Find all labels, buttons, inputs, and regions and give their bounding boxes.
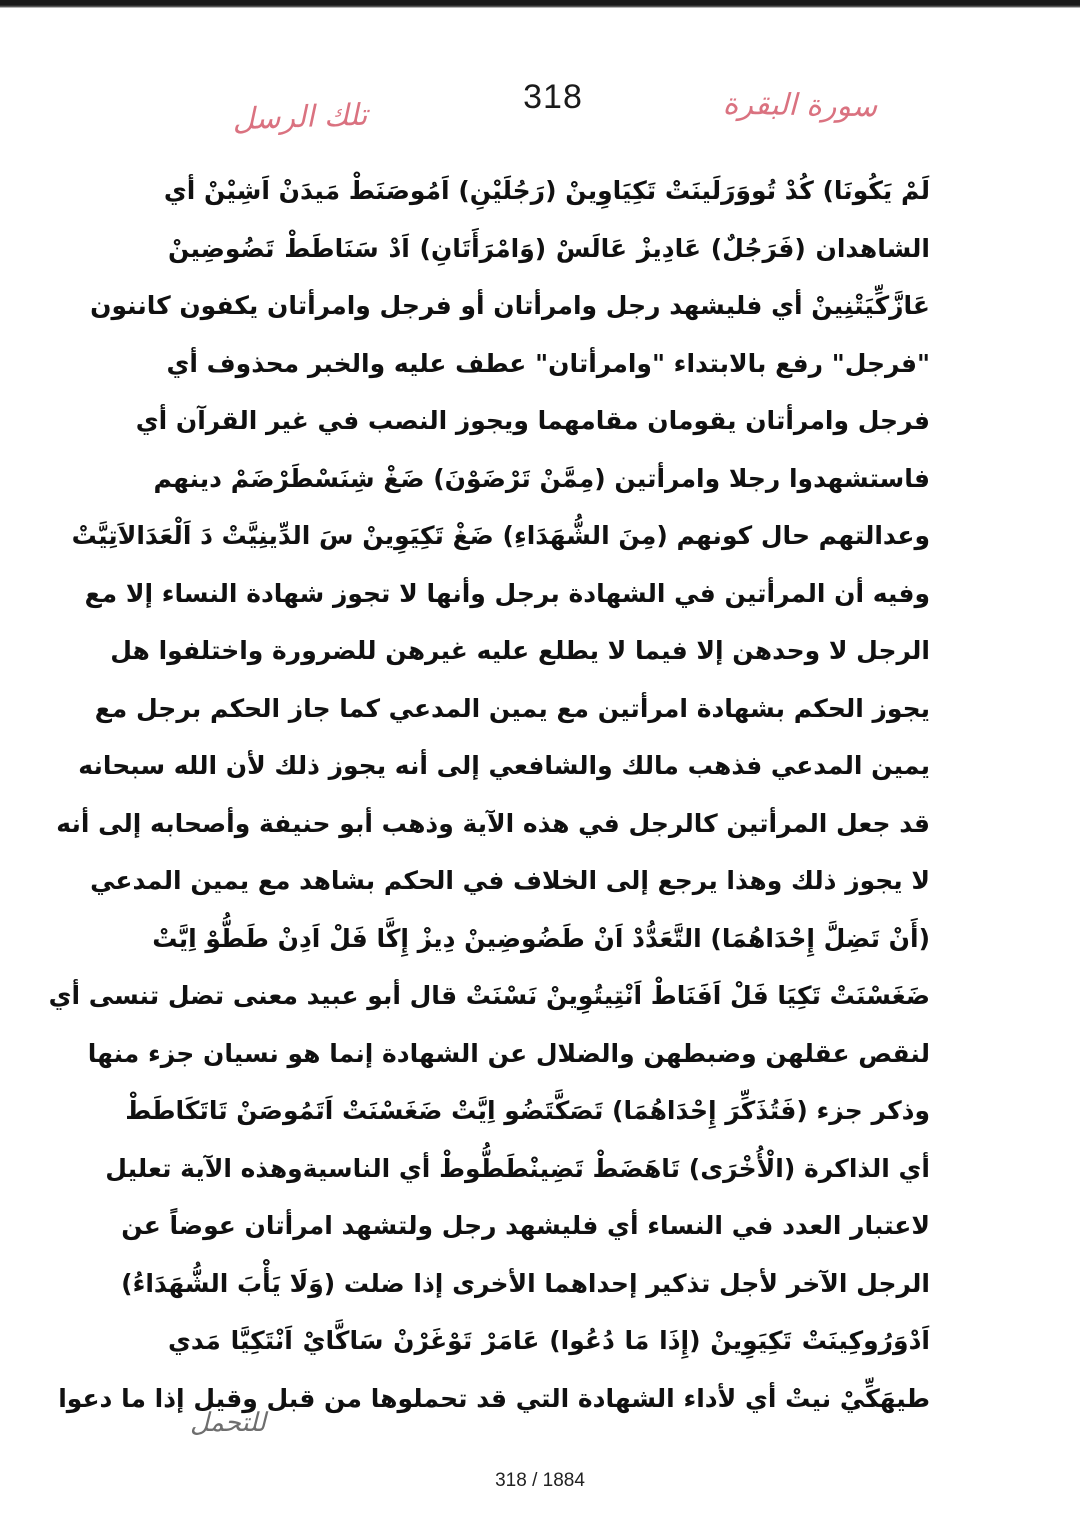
text-line: لنقص عقلهن وضبطهن والضلال عن الشهادة إنما هو نسيان جزء منها	[87, 1038, 930, 1068]
handwritten-footer-note: للتحمل	[190, 1408, 266, 1438]
text-line: وفيه أن المرأتين في الشهادة برجل وأنها لا تجوز شهادة النساء إلا مع	[84, 578, 930, 608]
text-line: لاعتبار العدد في النساء أي فليشهد رجل ولتشهد امرأتان عوضاً عن	[121, 1211, 930, 1240]
text-line: لَمْ يَكُونَا) كُدْ تُووَرَلَينَتْ تَكِيَاوِينْ (رَجُلَيْنِ) اَمُوصَنَطْ مَيدَنْ اَشِيْنْ أي	[163, 176, 930, 205]
page-number: 318	[523, 78, 583, 116]
text-line: اَدْوَرُوكِينَتْ تَكِيَوِينْ (إِذَا مَا دُعُوا) عَامَرْ تَوْغَرْنْ سَاكَّايْ اَنْتَكِيَّا مَدي	[168, 1326, 930, 1355]
text-line: الرجل الآخر لأجل تذكير إحداهما الأخرى إذا ضلت (وَلَا يَأْبَ الشُّهَدَاءُ)	[121, 1268, 930, 1298]
text-line: طيهَكِّيْ نيتْ أي لأداء الشهادة التي قد تحملوها من قبل وقيل إذا ما دعوا	[58, 1383, 930, 1413]
handwritten-header-right: سورة البقرة	[722, 86, 878, 125]
text-line: (أَنْ تَضِلَّ إِحْدَاهُمَا) التَّعَدُّدْ اَنْ طَضُوضِينْ دِيزْ إِكَّا فَلْ اَدِنْ طَطُّوْ اِيَّتْ	[152, 923, 930, 953]
text-line: فاستشهدوا رجلا وامرأتين (مِمَّنْ تَرْضَوْنَ) ضَغْ شِنَسْطَرْضَمْ دينهم	[153, 463, 930, 493]
text-line: فرجل وامرأتان يقومان مقامهما ويجوز النصب في غير القرآن أي	[135, 406, 930, 435]
text-line: أي الذاكرة (الْأُخْرَى) تَاهَضَطْ تَضِينْطَطُّوطْ أي الناسيةوهذه الآية تعليل	[105, 1153, 930, 1183]
text-line: قد جعل المرأتين كالرجل في هذه الآية وذهب أبو حنيفة وأصحابه إلى أنه	[56, 808, 930, 838]
text-line: يمين المدعي فذهب مالك والشافعي إلى أنه يجوز ذلك لأن الله سبحانه	[78, 751, 930, 780]
text-line: "فرجل" رفع بالابتداء "وامرأتان" عطف عليه والخبر محذوف أي	[166, 348, 930, 378]
handwritten-header-left: تلك الرسل	[231, 97, 369, 138]
text-line: يجوز الحكم بشهادة امرأتين مع يمين المدعي كما جاز الحكم برجل مع	[94, 693, 930, 723]
text-line: عَازَّكِّيَتْنِينْ أي فليشهد رجل وامرأتان أو فرجل وامرأتان يكفون كاننون	[90, 291, 930, 320]
text-line: لا يجوز ذلك وهذا يرجع إلى الخلاف في الحكم بشاهد مع يمين المدعي	[90, 866, 930, 895]
text-line: وعدالتهم حال كونهم (مِنَ الشُّهَدَاءِ) ضَغْ تَكِيَوِينْ سَ الدِّينِيَّتْ دَ اَلْعَدَالاَتِيَّتْ	[71, 521, 930, 550]
text-line: الرجل لا وحدهن إلا فيما لا يطلع عليه غيرهن للضرورة واختلفوا هل	[110, 636, 930, 665]
pagination-indicator: 318 / 1884	[495, 1470, 585, 1491]
scan-top-edge	[0, 0, 1080, 8]
text-line: ضَغَسْنَتْ تَكِيَا فَلْ اَفَنَاطْ اَنْتِيتُوِينْ نَسْنَتْ قال أبو عبيد معنى تضل تنسى أي	[48, 981, 930, 1010]
text-line: وذكر جزء (فَتُذَكِّرَ إِحْدَاهُمَا) تَصَكَّتَضُو اِيَّتْ ضَغَسْنَتْ اَتَمُوصَنْ تَاتَكَاطَطْ	[125, 1096, 930, 1125]
text-line: الشاهدان (فَرَجُلٌ) عَادِيزْ عَالَسْ (وَامْرَأَتَانِ) اَدْ سَنَاطَطْ تَضُوضِينْ	[168, 233, 930, 263]
page-body-text	[48, 162, 930, 1427]
